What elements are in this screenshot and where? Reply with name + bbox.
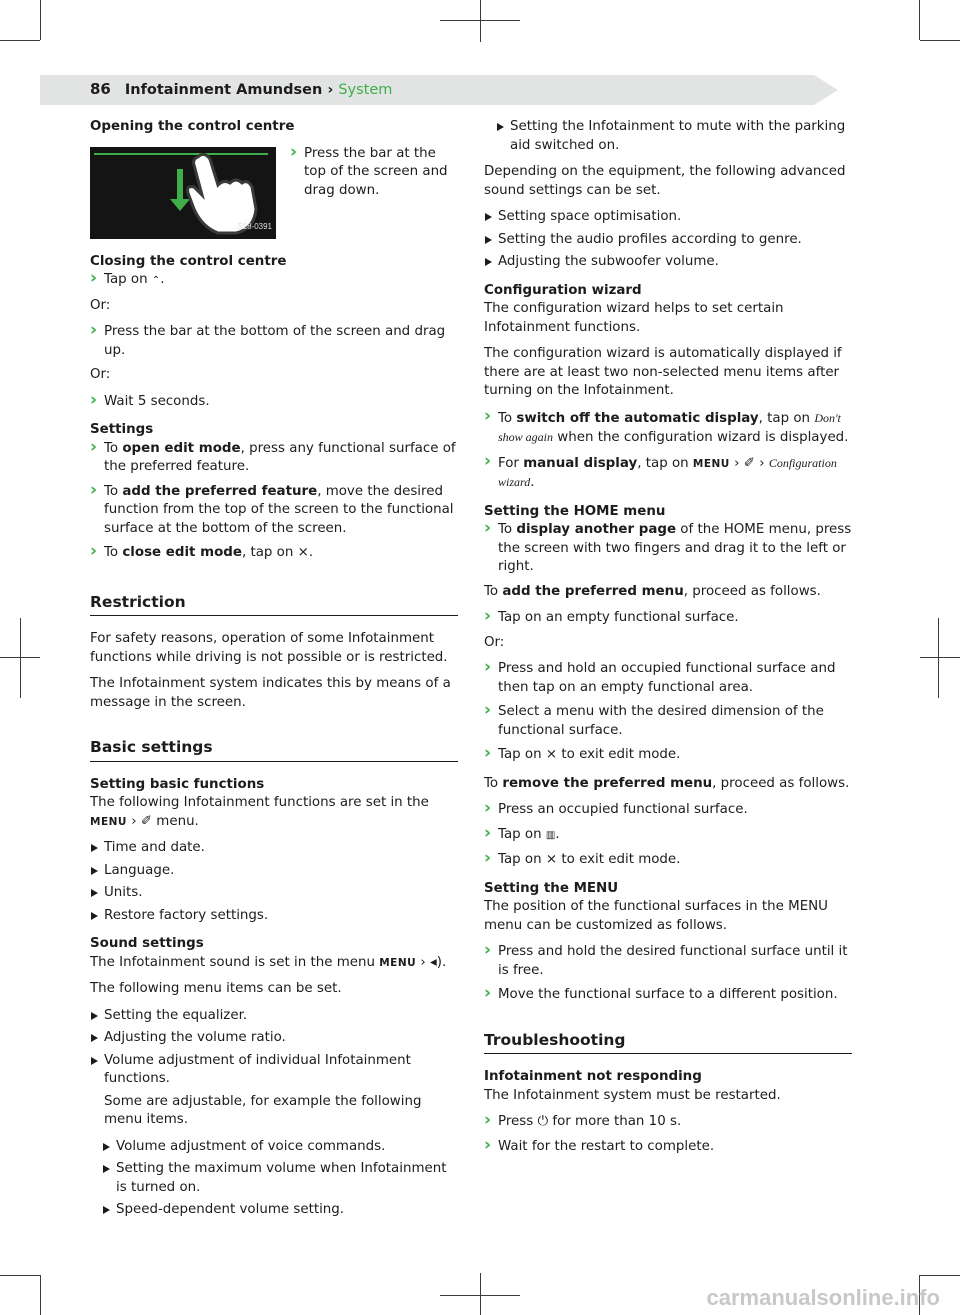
power-icon: ⏻ bbox=[537, 1114, 549, 1129]
restriction-paragraph: The Infotainment system indicates this by means of a message in the screen. bbox=[90, 676, 451, 710]
close-icon: × bbox=[297, 545, 309, 560]
text: , move the desired function from the top of the screen to the functional surface at the bottom of the screen. bbox=[104, 483, 454, 536]
text: . bbox=[555, 826, 560, 842]
closing-step-wait bbox=[90, 393, 458, 412]
list-item: Setting the equalizer. bbox=[90, 1007, 458, 1026]
text-bold: remove the preferred menu bbox=[502, 775, 713, 791]
or-text: Or: bbox=[90, 297, 111, 313]
text: , proceed as follows. bbox=[712, 775, 850, 791]
sub-list-item: Speed-dependent volume setting. bbox=[90, 1201, 458, 1220]
close-icon: × bbox=[545, 852, 558, 867]
text: for more than 10 s. bbox=[552, 1114, 682, 1129]
text: Press bbox=[498, 1114, 534, 1129]
remove-step bbox=[484, 851, 852, 870]
text: to exit edit mode. bbox=[561, 747, 681, 762]
text: , tap on bbox=[241, 545, 294, 560]
text: › bbox=[754, 455, 769, 471]
menu-icon: MENU bbox=[379, 956, 417, 969]
text-bold: open edit mode bbox=[122, 440, 241, 456]
remove-step bbox=[484, 826, 852, 846]
menu-step: › Move the functional surface to a different position. bbox=[484, 986, 852, 1005]
figure-label: S18-0391 bbox=[237, 222, 272, 231]
add-step: › Tap on an empty functional surface. bbox=[484, 609, 852, 628]
settings-step bbox=[90, 440, 458, 477]
configuration-wizard-label: Configuration wizard bbox=[498, 455, 837, 489]
closing-step-tap-text: Tap on bbox=[104, 272, 148, 287]
wrench-icon: ✐ bbox=[140, 813, 153, 829]
basic-intro bbox=[90, 794, 458, 831]
text: To bbox=[498, 522, 517, 537]
opening-step-text: Press the bar at the top of the screen and drag down. bbox=[304, 145, 448, 198]
troubleshooting-step bbox=[484, 1113, 852, 1132]
home-menu-title: Setting the HOME menu bbox=[484, 503, 666, 519]
breadcrumb-separator: › bbox=[322, 82, 339, 98]
sub-list-item: Setting the Infotainment to mute with the parking aid switched on. bbox=[484, 118, 852, 155]
text: , tap on bbox=[758, 410, 815, 426]
section-title: System bbox=[338, 82, 393, 98]
sound-intro: The Infotainment sound is set in the menu MENU › ◂). bbox=[90, 954, 447, 970]
wizard-title: Configuration wizard bbox=[484, 282, 642, 298]
add-menu-intro bbox=[484, 583, 852, 602]
page-number: 86 bbox=[90, 80, 111, 98]
text: , tap on bbox=[637, 455, 693, 471]
text-bold: display another page bbox=[516, 522, 677, 537]
menu-settings-title: Setting the MENU bbox=[484, 880, 619, 896]
text: when the configuration wizard is displayed. bbox=[553, 430, 849, 445]
text: To bbox=[104, 440, 123, 456]
remove-step: › Press an occupied functional surface. bbox=[484, 801, 852, 820]
troubleshooting-heading: Troubleshooting bbox=[484, 1031, 852, 1055]
speaker-icon: ◂) bbox=[430, 954, 442, 970]
wizard-paragraph: The configuration wizard is automatically displayed if there are at least two non-selected menu items after turning on the Infotainment. bbox=[484, 346, 842, 398]
control-centre-figure bbox=[90, 147, 276, 239]
text: › bbox=[416, 954, 431, 970]
home-step bbox=[484, 521, 852, 577]
dont-show-again-button-label: Don't show again bbox=[498, 410, 841, 444]
remove-menu-intro bbox=[484, 775, 852, 794]
not-responding-title: Infotainment not responding bbox=[484, 1069, 702, 1084]
menu-paragraph: The position of the functional surfaces in the MENU menu can be customized as follows. bbox=[484, 899, 828, 933]
text: Tap on bbox=[498, 852, 542, 867]
trash-icon: ▥ bbox=[545, 829, 556, 841]
text-bold: add the preferred menu bbox=[502, 583, 684, 599]
wizard-step bbox=[484, 409, 852, 448]
advanced-intro: Depending on the equipment, the following advanced sound settings can be set. bbox=[484, 164, 846, 198]
text-bold: add the preferred feature bbox=[122, 483, 318, 499]
text: Tap on bbox=[498, 747, 542, 762]
text: Tap on bbox=[498, 826, 542, 842]
text-bold: close edit mode bbox=[122, 545, 242, 560]
text: to exit edit mode. bbox=[561, 852, 681, 867]
list-item: Volume adjustment of individual Infotainment functions. bbox=[90, 1052, 458, 1089]
basic-functions-title: Setting basic functions bbox=[90, 776, 265, 792]
text: The following Infotainment functions are set in the bbox=[90, 795, 429, 810]
close-icon: × bbox=[545, 747, 558, 762]
sound-paragraph: The following menu items can be set. bbox=[90, 981, 342, 996]
list-item: Time and date. bbox=[90, 839, 458, 858]
wrench-icon: ✐ bbox=[743, 455, 755, 471]
wizard-paragraph: The configuration wizard helps to set certain Infotainment functions. bbox=[484, 301, 784, 335]
watermark-logo: carmanualsonline.info bbox=[706, 1284, 940, 1310]
menu-icon: MENU bbox=[692, 457, 730, 470]
right-column bbox=[484, 118, 852, 1162]
add-step: › Press and hold an occupied functional surface and then tap on an empty functional area. bbox=[484, 660, 852, 697]
restriction-paragraph: For safety reasons, operation of some Infotainment functions while driving is not possible or is restricted. bbox=[90, 631, 448, 665]
basic-settings-heading: Basic settings bbox=[90, 738, 458, 762]
list-item: Setting the audio profiles according to genre. bbox=[484, 231, 852, 250]
list-item: Adjusting the subwoofer volume. bbox=[484, 253, 852, 272]
text: To bbox=[484, 583, 503, 599]
text: To bbox=[104, 545, 123, 560]
left-column bbox=[90, 118, 458, 1224]
text: of the HOME menu, press the screen with two fingers and drag it to the left or right. bbox=[498, 522, 852, 574]
text: The Infotainment sound is set in the menu bbox=[90, 954, 380, 970]
settings-step bbox=[90, 483, 458, 539]
text: › bbox=[126, 813, 141, 829]
running-header bbox=[90, 80, 392, 100]
chapter-title: Infotainment Amundsen bbox=[124, 82, 323, 98]
text: , press any functional surface of the preferred feature. bbox=[104, 440, 456, 474]
text: To bbox=[498, 410, 517, 426]
closing-step-tap bbox=[90, 271, 458, 291]
closing-step-drag bbox=[90, 323, 458, 360]
text: For bbox=[498, 455, 524, 471]
list-item: Restore factory settings. bbox=[90, 907, 458, 926]
menu-step: › Press and hold the desired functional surface until it is free. bbox=[484, 943, 852, 980]
troubleshooting-paragraph: The Infotainment system must be restarted. bbox=[484, 1087, 781, 1103]
text-bold: manual display bbox=[523, 455, 638, 471]
or-text: Or: bbox=[90, 367, 111, 382]
list-item: Language. bbox=[90, 862, 458, 881]
closing-step-tap-end: . bbox=[160, 272, 165, 287]
menu-icon: MENU bbox=[90, 815, 127, 828]
opening-figure-row bbox=[90, 147, 458, 239]
add-step bbox=[484, 746, 852, 765]
text: To bbox=[104, 483, 123, 499]
text: menu. bbox=[152, 813, 199, 829]
list-item: Units. bbox=[90, 884, 458, 903]
or-text: Or: bbox=[484, 634, 505, 650]
wizard-step: › For manual display, tap on MENU › ✐ › Configuration wizard. bbox=[484, 454, 852, 493]
text-bold: switch off the automatic display bbox=[516, 410, 759, 426]
opening-title: Opening the control centre bbox=[90, 119, 295, 134]
troubleshooting-step: › Wait for the restart to complete. bbox=[484, 1138, 852, 1157]
closing-step-wait-text: Wait 5 seconds. bbox=[104, 393, 210, 409]
text: › bbox=[729, 455, 744, 471]
list-item: Adjusting the volume ratio. bbox=[90, 1029, 458, 1048]
add-step: › Select a menu with the desired dimension of the functional surface. bbox=[484, 703, 852, 740]
restriction-heading: Restriction bbox=[90, 593, 458, 617]
sub-list-item: Setting the maximum volume when Infotainment is turned on. bbox=[90, 1160, 458, 1197]
closing-step-drag-text: Press the bar at the bottom of the screen and drag up. bbox=[104, 324, 446, 358]
closing-title: Closing the control centre bbox=[90, 253, 287, 269]
settings-step: › To close edit mode, tap on ×. bbox=[90, 544, 458, 563]
opening-step bbox=[290, 145, 458, 233]
sound-adjustable: Some are adjustable, for example the following menu items. bbox=[104, 1093, 422, 1127]
sound-settings-title: Sound settings bbox=[90, 936, 204, 951]
list-item: Setting space optimisation. bbox=[484, 208, 852, 227]
sub-list-item: Volume adjustment of voice commands. bbox=[90, 1138, 458, 1157]
text: , proceed as follows. bbox=[683, 583, 821, 599]
text: To bbox=[484, 775, 503, 791]
settings-title: Settings bbox=[90, 422, 154, 437]
chevron-up-icon: ⌃ bbox=[151, 275, 161, 286]
